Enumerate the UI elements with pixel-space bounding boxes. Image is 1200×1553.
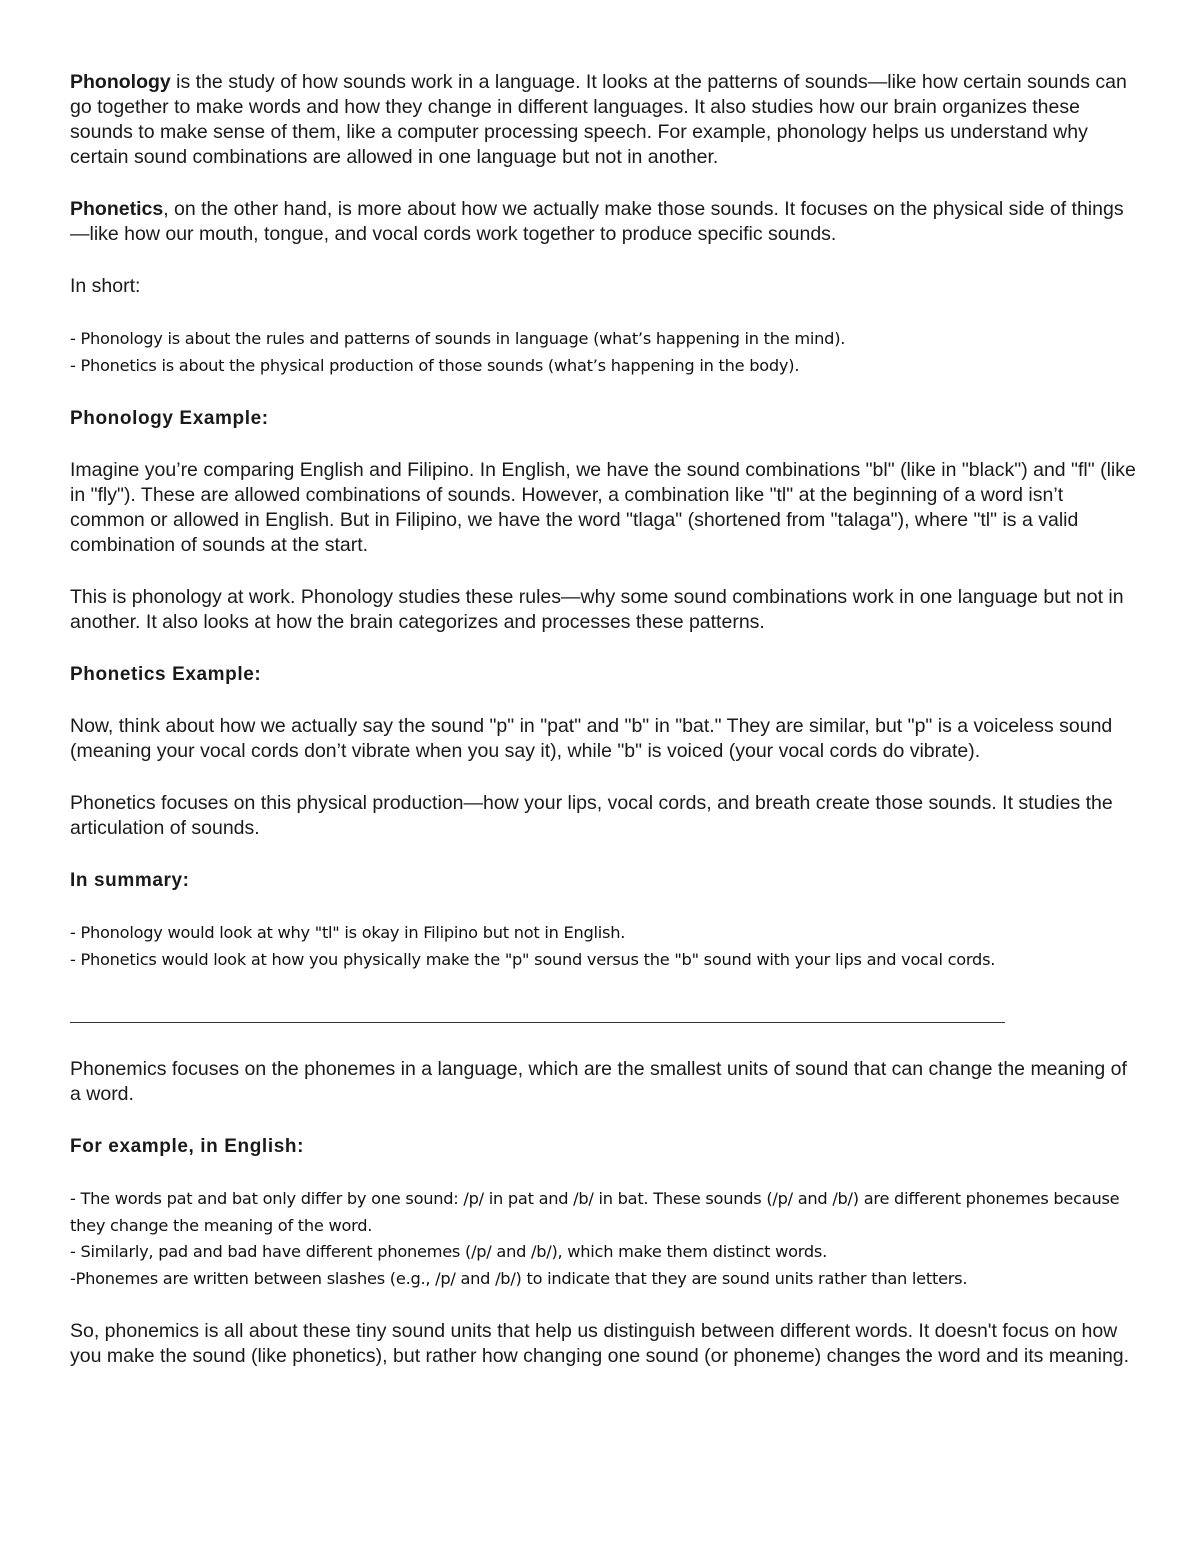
phonemics-example-heading: For example, in English:	[70, 1136, 304, 1157]
list-item: - Phonology would look at why "tl" is okay in Filipino but not in English.	[70, 923, 626, 942]
list-item: - Phonetics would look at how you physically make the "p" sound versus the "b" sound with your lips and vocal cords.	[70, 949, 996, 969]
in-short-list	[70, 326, 1140, 379]
phonology-definition-text: is the study of how sounds work in a language. It looks at the patterns of sounds—like how certain sounds can go together to make words and how they change in different languages. It also studies how our brain organizes these sounds to make sense of them, like a computer processing speech. For example, phonology helps us understand why certain sound combinations are allowed in one language but not in another.	[70, 71, 1127, 168]
phonemics-definition: Phonemics focuses on the phonemes in a language, which are the smallest units of sound that can change the meaning of a word.	[70, 1058, 1127, 1105]
phonology-term: Phonology	[70, 71, 171, 93]
list-item: - The words pat and bat only differ by one sound: /p/ in pat and /b/ in bat. These sounds (/p/ and /b/) are different phonemes because they change the meaning of the word.	[70, 1189, 1120, 1235]
horizontal-divider	[70, 1021, 1005, 1023]
phonetics-term: Phonetics	[70, 198, 164, 220]
phonetics-example-heading: Phonetics Example:	[70, 664, 262, 685]
phonemics-list	[70, 1186, 1140, 1292]
summary-heading: In summary:	[70, 870, 190, 891]
phonetics-focus-paragraph: Phonetics focuses on this physical production—how your lips, vocal cords, and breath create those sounds. It studies the articulation of sounds.	[70, 792, 1113, 839]
list-item: - Phonology is about the rules and patterns of sounds in language (what’s happening in the mind).	[70, 329, 846, 348]
phonology-at-work-paragraph: This is phonology at work. Phonology studies these rules—why some sound combinations work in one language but not in another. It also looks at how the brain categorizes and processes these patterns.	[70, 586, 1124, 633]
list-item: - Phonetics is about the physical production of those sounds (what’s happening in the body).	[70, 355, 800, 375]
phonology-definition	[70, 70, 1140, 170]
document-page	[70, 70, 1140, 1396]
phonetics-definition-text: , on the other hand, is more about how we actually make those sounds. It focuses on the physical side of things—like how our mouth, tongue, and vocal cords work together to produce specific sounds.	[70, 198, 1124, 245]
list-item: -Phonemes are written between slashes (e.g., /p/ and /b/) to indicate that they are sound units rather than letters.	[70, 1268, 968, 1288]
in-short-label: In short:	[70, 275, 141, 297]
summary-list	[70, 920, 1140, 973]
phonology-example-paragraph: Imagine you’re comparing English and Filipino. In English, we have the sound combinations "bl" (like in "black") and "fl" (like in "fly"). These are allowed combinations of sounds. However, a combination like "tl" at the beginning of a word isn’t common or allowed in English. But in Filipino, we have the word "tlaga" (shortened from "talaga"), where "tl" is a valid combination of sounds at the start.	[70, 459, 1136, 556]
phonetics-definition	[70, 197, 1140, 247]
list-item: - Similarly, pad and bad have different phonemes (/p/ and /b/), which make them distinct words.	[70, 1242, 827, 1261]
phonemics-closing-paragraph: So, phonemics is all about these tiny sound units that help us distinguish between different words. It doesn't focus on how you make the sound (like phonetics), but rather how changing one sound (or phoneme) changes the word and its meaning.	[70, 1320, 1130, 1367]
phonetics-example-paragraph: Now, think about how we actually say the sound "p" in "pat" and "b" in "bat." They are similar, but "p" is a voiceless sound (meaning your vocal cords don’t vibrate when you say it), while "b" is voiced (your vocal cords do vibrate).	[70, 715, 1113, 762]
phonology-example-heading: Phonology Example:	[70, 408, 269, 429]
